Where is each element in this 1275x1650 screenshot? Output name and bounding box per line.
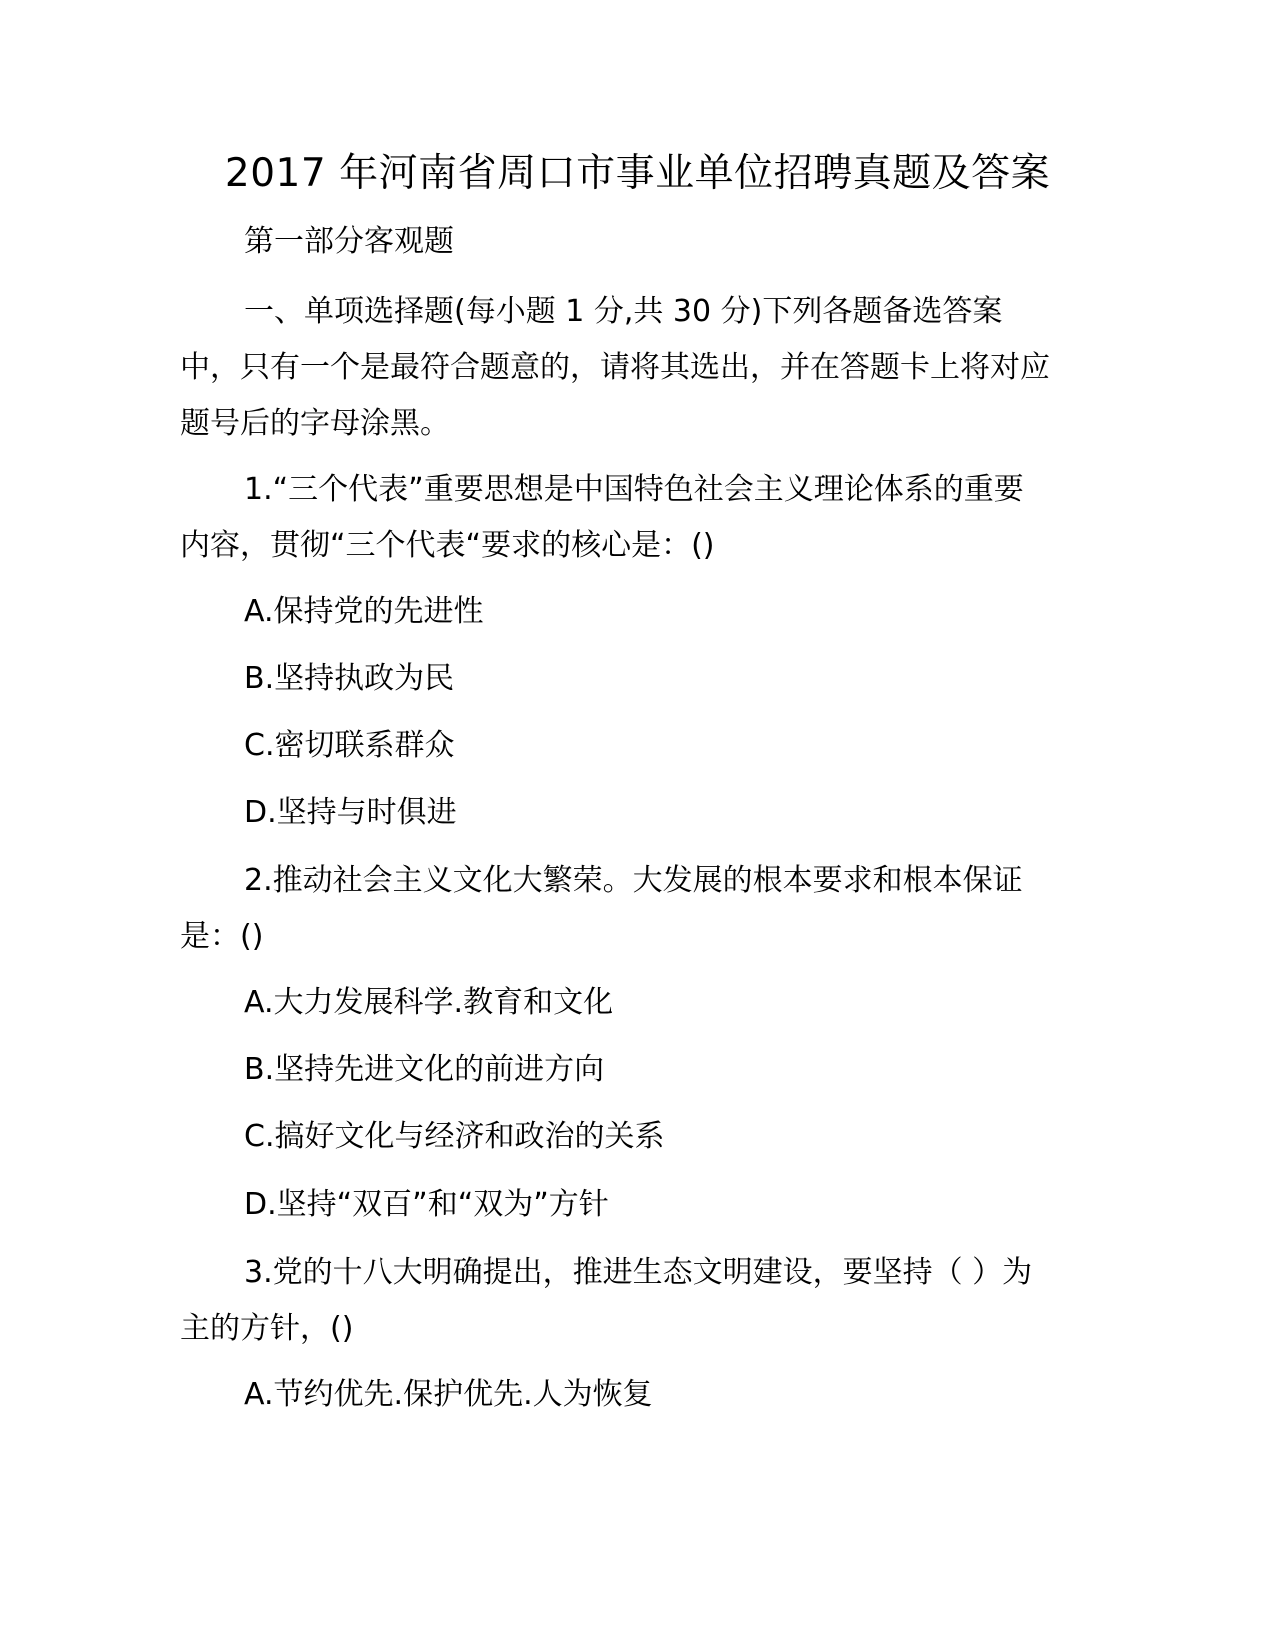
question-2-option-d: D.坚持“双百”和“双为”方针	[244, 1187, 609, 1222]
instructions-paragraph: 一、单项选择题(每小题 1 分,共 30 分)下列各题备选答案中，只有一个是最符合题意的，请将其选出，并在答题卡上将对应题号后的字母涂黑。	[180, 294, 1050, 441]
question-2-option-b: B.坚持先进文化的前进方向	[244, 1052, 605, 1087]
question-1-option-b: B.坚持执政为民	[244, 661, 455, 696]
question-1-option-c: C.密切联系群众	[244, 728, 455, 763]
question-1-option-a: A.保持党的先进性	[244, 594, 484, 629]
question-2-option-c: C.搞好文化与经济和政治的关系	[244, 1119, 665, 1154]
question-1-stem: 1.“三个代表”重要思想是中国特色社会主义理论体系的重要内容，贯彻“三个代表“要求的核心是：()	[180, 472, 1024, 563]
document-title: 2017 年河南省周口市事业单位招聘真题及答案	[224, 151, 1051, 196]
question-2-stem: 2.推动社会主义文化大繁荣。大发展的根本要求和根本保证是：()	[180, 863, 1023, 954]
question-1-option-d: D.坚持与时俱进	[244, 795, 457, 830]
section-heading: 第一部分客观题	[244, 224, 454, 259]
question-2-option-a: A.大力发展科学.教育和文化	[244, 985, 614, 1020]
question-3-option-a: A.节约优先.保护优先.人为恢复	[244, 1377, 653, 1412]
question-3-stem: 3.党的十八大明确提出，推进生态文明建设，要坚持（ ）为主的方针，()	[180, 1255, 1033, 1346]
